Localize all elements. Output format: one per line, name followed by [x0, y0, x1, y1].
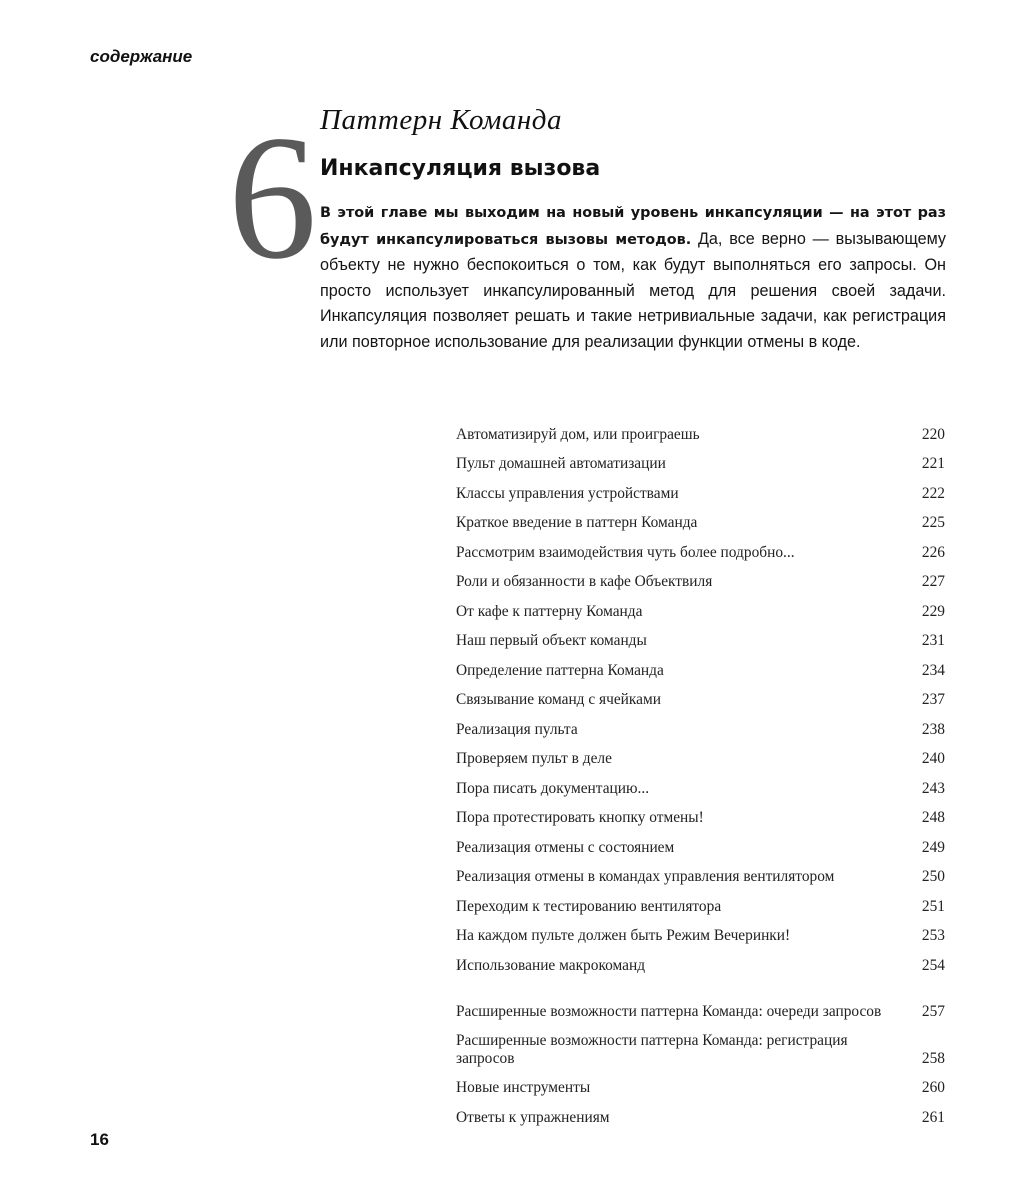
toc-entry-title: От кафе к паттерну Команда — [456, 602, 643, 620]
toc-entry-page: 248 — [921, 809, 945, 826]
intro-lead: В этой главе мы выходим на новый уровень инкапсуляции — на этот раз будут инкапсулироваться вызовы методов. — [320, 205, 946, 248]
toc-entry[interactable] — [456, 805, 945, 835]
toc-entry-page: 261 — [921, 1108, 945, 1126]
toc-entry-page: 221 — [921, 455, 945, 472]
toc-entry-title: Краткое введение в паттерн Команда — [456, 514, 698, 531]
toc-entry-page: 240 — [921, 750, 945, 767]
toc-entry[interactable] — [456, 510, 945, 540]
toc-entry[interactable] — [456, 539, 945, 569]
toc-entry-title: Автоматизируй дом, или проиграешь — [456, 425, 700, 443]
toc-entry-page: 234 — [921, 661, 945, 679]
toc-entry-page: 257 — [921, 1003, 945, 1020]
toc-entry[interactable] — [456, 1075, 945, 1105]
toc-entry[interactable] — [456, 1104, 945, 1134]
toc-entry-page: 237 — [921, 691, 945, 708]
toc-entry-title: Пульт домашней автоматизации — [456, 455, 666, 472]
toc-entry-title: Расширенные возможности паттерна Команда: регистрация запросов — [456, 1031, 848, 1067]
toc-entry[interactable] — [456, 982, 945, 1029]
toc-entry-title: Реализация отмены в командах управления вентилятором — [456, 868, 835, 885]
toc-entry-title: Переходим к тестированию вентилятора — [456, 897, 722, 915]
pattern-name: Паттерн Команда — [320, 104, 562, 136]
toc-entry-page: 231 — [921, 632, 945, 649]
toc-entry[interactable] — [456, 598, 945, 628]
toc-entry-page: 222 — [921, 484, 945, 502]
toc-entry-page: 258 — [921, 1049, 945, 1067]
toc-entry-page: 226 — [921, 543, 945, 561]
toc-entry-title: Пора писать документацию... — [456, 779, 650, 797]
toc-entry-title: На каждом пульте должен быть Режим Вечеринки! — [456, 927, 791, 944]
toc-entry-title: Реализация пульта — [456, 720, 578, 738]
toc-entry[interactable] — [456, 657, 945, 687]
toc-entry-page: 253 — [921, 927, 945, 944]
toc-entry[interactable] — [456, 864, 945, 894]
toc-entry-title: Определение паттерна Команда — [456, 661, 664, 679]
toc-entry-title: Наш первый объект команды — [456, 632, 647, 649]
toc-entry-title: Рассмотрим взаимодействия чуть более подробно... — [456, 543, 795, 561]
toc-entry-page: 229 — [921, 602, 945, 620]
toc-entry-title: Пора протестировать кнопку отмены! — [456, 809, 704, 826]
toc-entry-page: 238 — [921, 720, 945, 738]
toc-entry[interactable] — [456, 480, 945, 510]
toc-entry-title: Роли и обязанности в кафе Объектвиля — [456, 573, 713, 590]
toc-entry-page: 249 — [921, 838, 945, 856]
toc-entry[interactable] — [456, 746, 945, 776]
intro-body: Да, все верно — вызывающему объекту не нужно беспокоиться о том, как будут выполняться его запросы. Он просто использует инкапсулированный метод для решения своей задачи. Инкапсуляция позволяет решать и такие нетривиальные задачи, как регистрация или повторное использование для реализации функции отмены в коде. — [320, 229, 946, 351]
toc-entry-title: Связывание команд с ячейками — [456, 691, 661, 708]
toc-entry-title: Реализация отмены с состоянием — [456, 838, 675, 856]
toc-entry-page: 220 — [921, 425, 945, 443]
toc-entry[interactable] — [456, 1028, 945, 1075]
toc-entry[interactable] — [456, 628, 945, 658]
toc-entry[interactable] — [456, 923, 945, 953]
toc-entry-title: Ответы к упражнениям — [456, 1108, 610, 1126]
toc-entry-page: 250 — [921, 868, 945, 885]
toc-entry[interactable] — [456, 775, 945, 805]
chapter-title: Инкапсуляция вызова — [320, 156, 601, 181]
page-number: 16 — [90, 1130, 109, 1149]
toc-entry-title: Проверяем пульт в деле — [456, 750, 612, 767]
chapter-number: 6 — [228, 98, 317, 296]
toc-entry-page: 225 — [921, 514, 945, 531]
toc-entry[interactable] — [456, 893, 945, 923]
toc-entry-page: 254 — [921, 956, 945, 974]
table-of-contents — [456, 421, 945, 1134]
toc-entry[interactable] — [456, 421, 945, 451]
chapter-intro — [320, 200, 946, 355]
toc-entry-page: 227 — [921, 573, 945, 590]
toc-entry-page: 251 — [921, 897, 945, 915]
toc-entry[interactable] — [456, 687, 945, 717]
toc-entry[interactable] — [456, 716, 945, 746]
running-head: содержание — [90, 47, 193, 66]
toc-entry-title: Использование макрокоманд — [456, 956, 646, 974]
toc-entry-title: Расширенные возможности паттерна Команда: очереди запросов — [456, 1003, 882, 1020]
toc-entry-title: Новые инструменты — [456, 1079, 591, 1096]
toc-entry[interactable] — [456, 451, 945, 481]
toc-entry[interactable] — [456, 952, 945, 982]
toc-entry-page: 243 — [921, 779, 945, 797]
toc-entry-page: 260 — [921, 1079, 945, 1096]
toc-entry-title: Классы управления устройствами — [456, 484, 679, 502]
toc-entry[interactable] — [456, 834, 945, 864]
toc-entry[interactable] — [456, 569, 945, 599]
